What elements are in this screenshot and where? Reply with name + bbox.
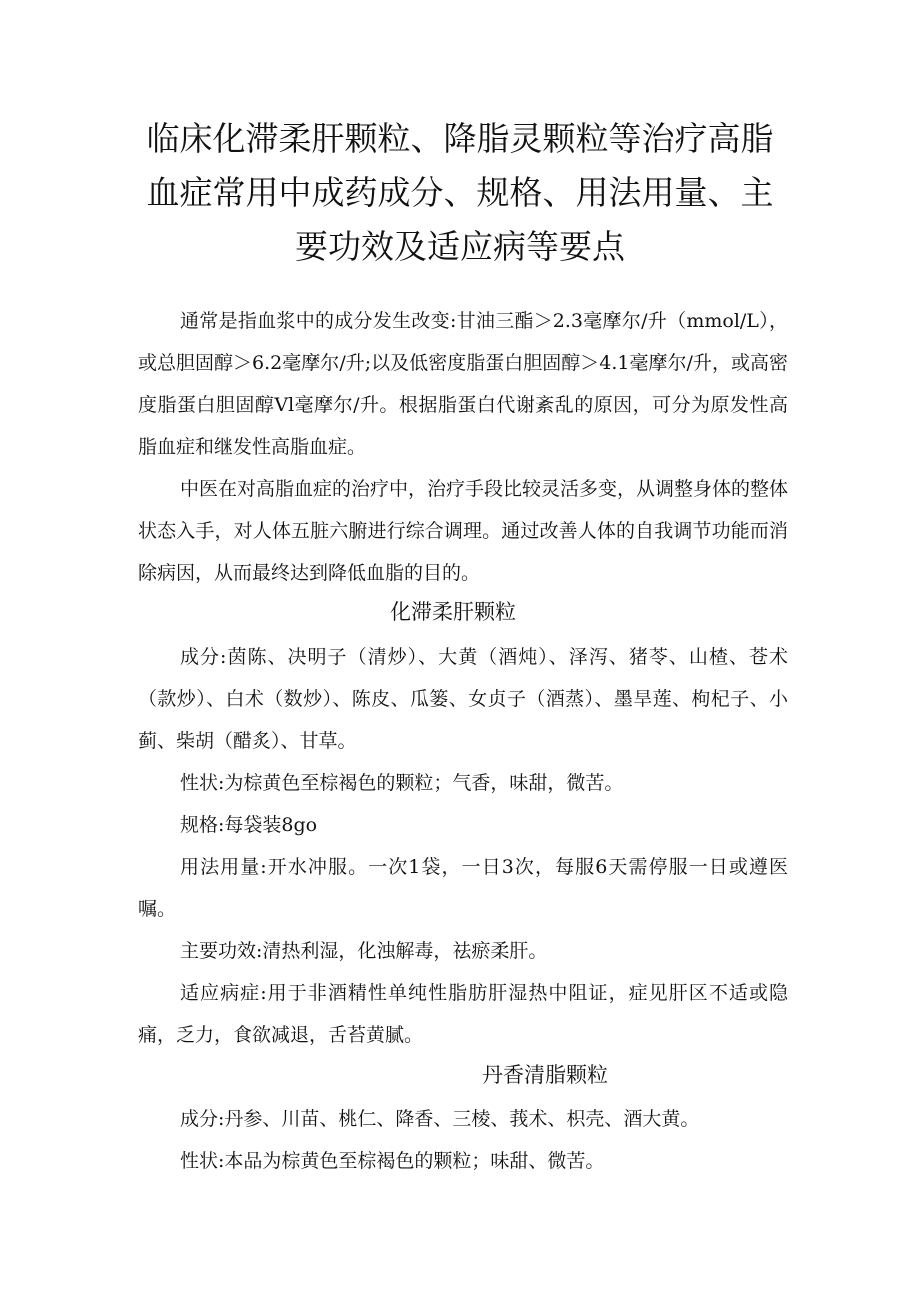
intro-paragraph-tcm-treatment: 中医在对高脂血症的治疗中，治疗手段比较灵活多变，从调整身体的整体状态入手，对人体五脏六腑进行综合调理。通过改善人体的自我调节功能而消除病因，从而最终达到降低血脂的目的。 xyxy=(138,478,789,584)
title-line: 要功效及适应病等要点 xyxy=(295,227,625,266)
title-line: 临床化滞柔肝颗粒、降脂灵颗粒等治疗高脂 xyxy=(146,119,774,158)
section-heading-danxiang-qingzhi: 丹香清脂颗粒 xyxy=(482,1063,608,1087)
huazhi-indications: 适应病症:用于非酒精性单纯性脂肪肝湿热中阻证，症见肝区不适或隐痛，乏力，食欲减退，舌苔黄腻。 xyxy=(138,982,788,1046)
huazhi-dosage: 用法用量:开水冲服。一次1袋，一日3次，每服6天需停服一日或遵医嘱。 xyxy=(138,856,788,920)
title-line: 血症常用中成药成分、规格、用法用量、主 xyxy=(146,173,774,212)
danxiang-ingredients: 成分:丹参、川苗、桃仁、降香、三棱、莪术、枳壳、酒大黄。 xyxy=(180,1108,700,1130)
section-heading-huazhi-rougan: 化滞柔肝颗粒 xyxy=(390,600,516,624)
danxiang-properties: 性状:本品为棕黄色至棕褐色的颗粒；味甜、微苦。 xyxy=(180,1150,605,1172)
huazhi-specification: 规格:每袋装8go xyxy=(180,814,318,836)
intro-paragraph-definition: 通常是指血浆中的成分发生改变:甘油三酯＞2.3毫摩尔/升（mmol/L），或总胆固醇＞6.2毫摩尔/升;以及低密度脂蛋白胆固醇＞4.1毫摩尔/升，或高密度脂蛋白胆固醇Vl毫摩尔/升。根据脂蛋白代谢紊乱的原因，可分为原发性高脂血症和继发性高脂血症。 xyxy=(138,310,788,458)
huazhi-efficacy: 主要功效:清热利湿，化浊解毒，祛瘀柔肝。 xyxy=(180,940,548,962)
huazhi-properties: 性状:为棕黄色至棕褐色的颗粒；气香，味甜，微苦。 xyxy=(180,772,624,794)
huazhi-ingredients: 成分:茵陈、决明子（清炒）、大黄（酒炖）、泽泻、猪苓、山楂、苍术（款炒）、白术（数炒）、陈皮、瓜篓、女贞子（酒蒸）、墨旱莲、枸杞子、小蓟、柴胡（醋炙）、甘草。 xyxy=(138,646,788,752)
document-title xyxy=(120,112,800,274)
